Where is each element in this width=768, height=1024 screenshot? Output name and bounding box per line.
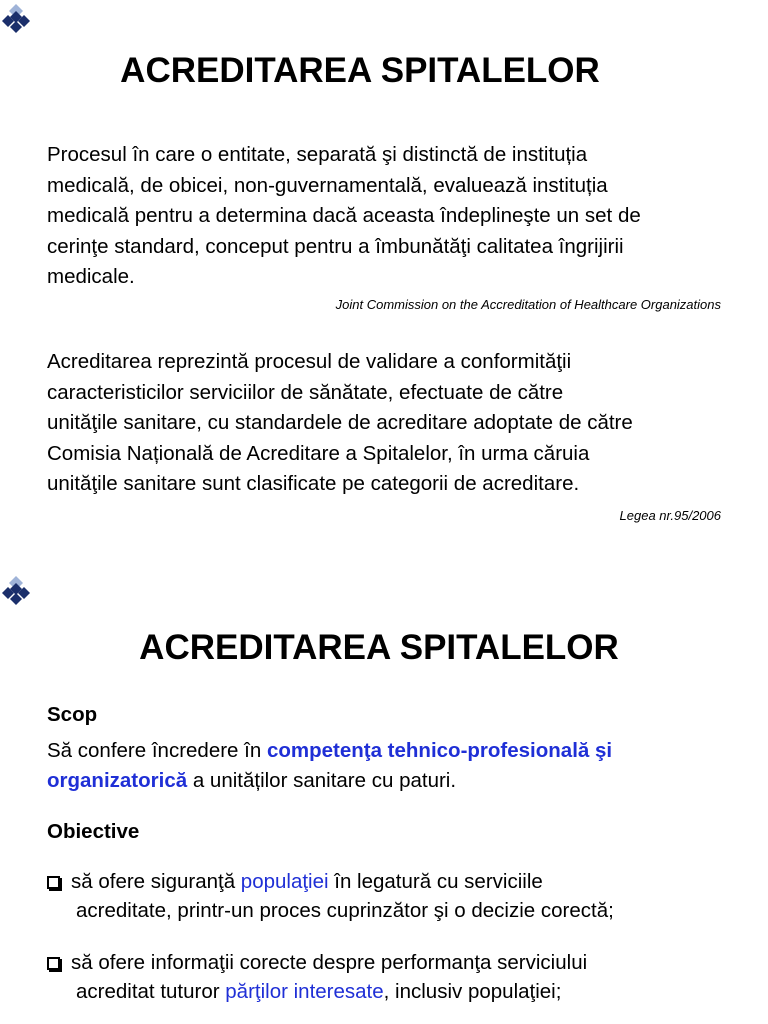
paragraph-line: Comisia Națională de Acreditare a Spitalelor, în urma căruia [47,441,590,465]
objective-line [47,868,747,897]
paragraph-line: unităţile sanitare, cu standardele de acreditare adoptate de către [47,411,633,434]
scope-line [47,736,737,766]
scope-line [47,766,737,796]
paragraph-line: medicală, de obicei, non-guvernamentală, evaluează instituția [47,173,608,197]
paragraph-line: caracteristicilor serviciilor de sănătate, efectuate de către [47,380,564,404]
citation: Joint Commission on the Accreditation of Healthcare Organizations [335,297,721,312]
scope-text: a unităților sanitare cu paturi. [187,769,457,792]
objective-item [47,868,747,925]
objective-text: , inclusiv populaţiei; [383,979,562,1003]
objective-highlight: populaţiei [240,870,329,893]
definition-paragraph [47,140,737,293]
scope-text: Să confere încredere în [47,739,267,762]
scope-highlight: competenţa tehnico-profesională şi [266,739,613,762]
paragraph-line: cerinţe standard, conceput pentru a îmbunătăţi calitatea îngrijirii [47,234,624,258]
paragraph-line: medicală pentru a determina dacă aceasta îndeplineşte un set de [47,204,641,227]
paragraph-line: medicale. [47,265,135,288]
slide-2 [0,565,768,1024]
objective-line [47,949,747,978]
paragraph-line: unităţile sanitare sunt clasificate pe categorii de acreditare. [47,472,580,495]
objective-line [47,978,747,1007]
scope-highlight: organizatorică [47,769,188,792]
paragraph-line: Procesul în care o entitate, separată şi distinctă de instituția [47,143,588,166]
checkbox-bullet-icon [47,957,60,970]
diamond-logo-icon [2,3,30,35]
objective-line: acreditate, printr-un proces cuprinzător şi o decizie corectă; [76,898,614,922]
slide-title: ACREDITAREA SPITALELOR [139,628,619,667]
objective-item [47,949,747,1006]
objective-text: să ofere informaţii corecte despre performanţa serviciului [71,951,588,974]
checkbox-bullet-icon [47,876,60,889]
diamond-logo-icon [2,575,30,607]
objective-text: acreditat tuturor [76,979,226,1003]
objective-text: să ofere siguranţă [71,870,241,893]
legal-definition-paragraph [47,347,737,500]
objective-text: în legatură cu serviciile [328,870,543,893]
scope-paragraph [47,736,737,796]
objective-highlight: părţilor interesate [225,979,384,1003]
slide-title: ACREDITAREA SPITALELOR [120,51,600,90]
citation: Legea nr.95/2006 [619,508,721,523]
objectives-heading: Obiective [47,820,140,843]
paragraph-line: Acreditarea reprezintă procesul de validare a conformităţii [47,350,572,373]
scope-heading: Scop [47,703,98,726]
